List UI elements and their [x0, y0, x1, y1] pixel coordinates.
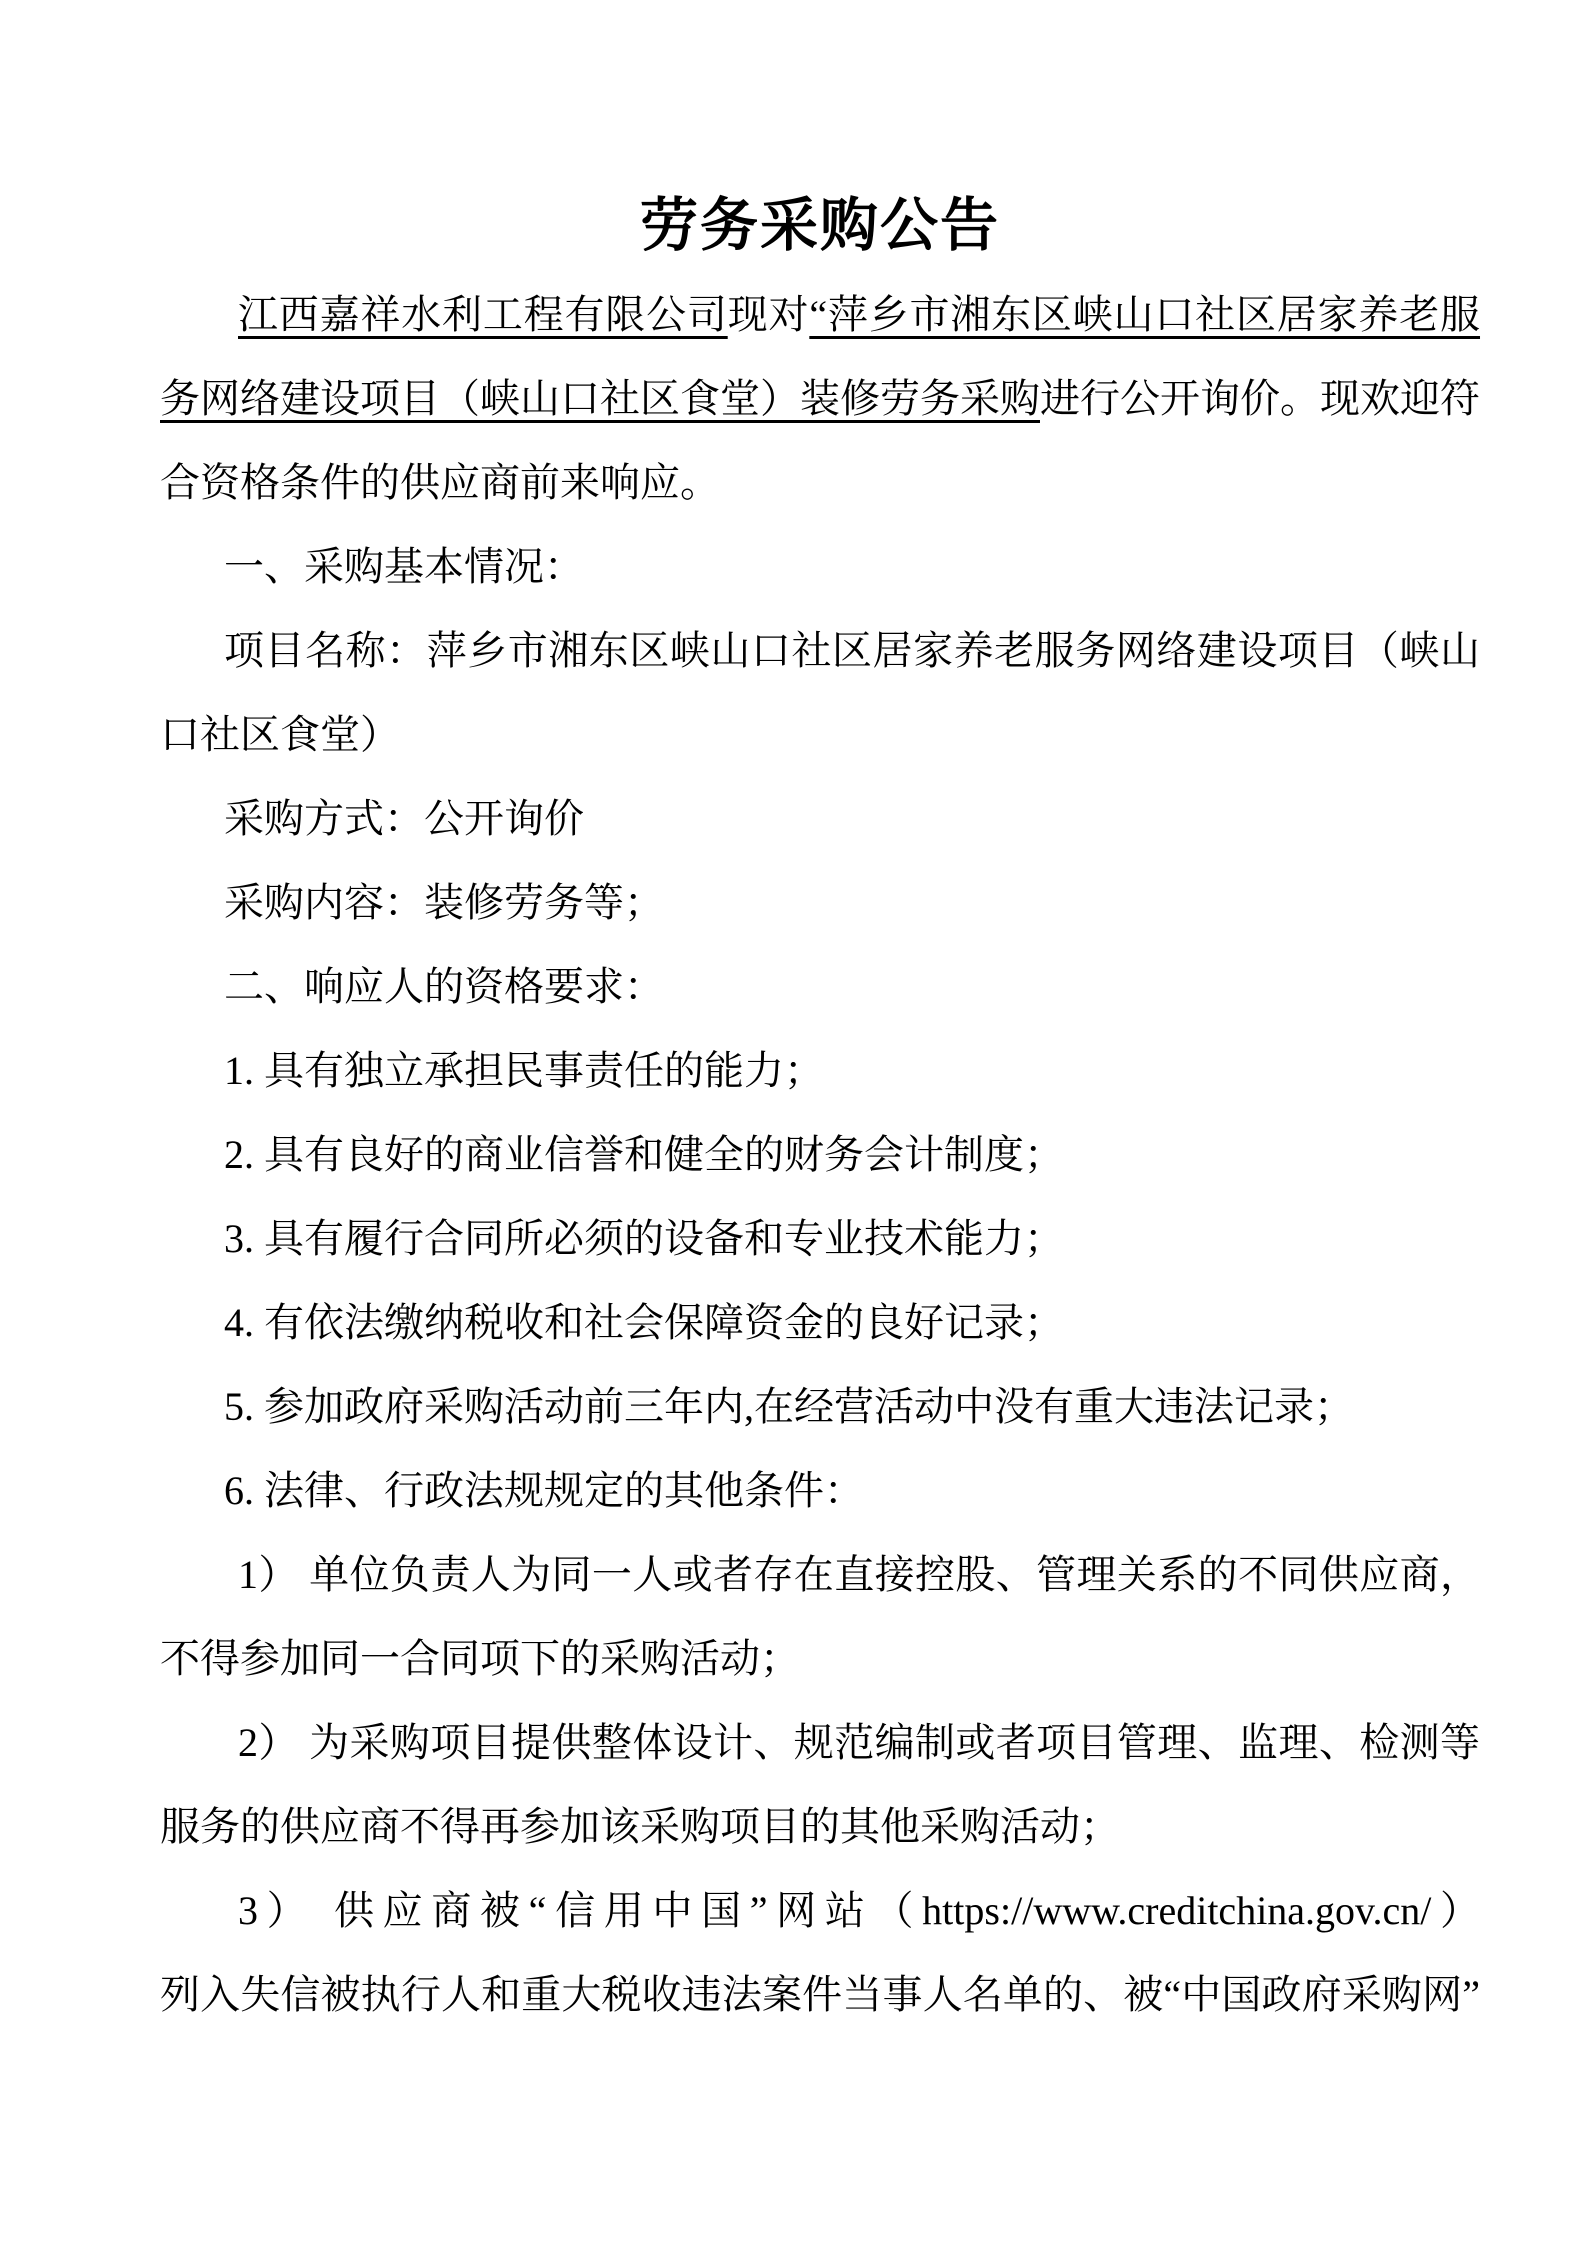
- requirement-5: 5. 参加政府采购活动前三年内,在经营活动中没有重大违法记录；: [224, 1384, 1354, 1429]
- requirement-1: 1. 具有独立承担民事责任的能力；: [224, 1048, 824, 1093]
- company-name-underlined: 江西嘉祥水利工程有限公司: [238, 292, 728, 337]
- procurement-method: 采购方式：公开询价: [224, 796, 584, 841]
- condition-1-line-2: 不得参加同一合同项下的采购活动；: [160, 1636, 800, 1681]
- condition-1-line-1: 1） 单位负责人为同一人或者存在直接控股、管理关系的不同供应商，: [238, 1552, 1480, 1597]
- intro-line-1: [160, 273, 1480, 357]
- condition-2-line-1: 2） 为采购项目提供整体设计、规范编制或者项目管理、监理、检测等: [238, 1720, 1480, 1765]
- requirement-4: 4. 有依法缴纳税收和社会保障资金的良好记录；: [224, 1300, 1064, 1345]
- condition-3-line-2: 列入失信被执行人和重大税收违法案件当事人名单的、被“中国政府采购网”: [160, 1972, 1480, 2017]
- requirement-6: 6. 法律、行政法规规定的其他条件：: [224, 1468, 864, 1513]
- intro-line-2: [160, 357, 1480, 441]
- project-title-underlined-cont: 务网络建设项目（峡山口社区食堂）装修劳务采购: [160, 376, 1040, 421]
- procurement-content: 采购内容：装修劳务等；: [224, 880, 664, 925]
- document-body: [160, 273, 1480, 2037]
- condition-2-line-2: 服务的供应商不得再参加该采购项目的其他采购活动；: [160, 1804, 1120, 1849]
- intro-line-3: 合资格条件的供应商前来响应。: [160, 460, 720, 505]
- page-title: 劳务采购公告: [639, 193, 1000, 258]
- requirement-2: 2. 具有良好的商业信誉和健全的财务会计制度；: [224, 1132, 1064, 1177]
- project-title-underlined: “萍乡市湘东区峡山口社区居家养老服: [809, 292, 1481, 337]
- section-2-heading: 二、响应人的资格要求：: [224, 964, 664, 1009]
- condition-3-line-1: 3） 供应商被“信用中国”网站（https://www.creditchina.gov.cn/）: [238, 1888, 1480, 1933]
- intro-text-cont: 进行公开询价。现欢迎符: [1040, 376, 1480, 421]
- intro-text: 现对: [727, 292, 810, 337]
- requirement-3: 3. 具有履行合同所必须的设备和专业技术能力；: [224, 1216, 1064, 1261]
- project-name-line-1: 项目名称：萍乡市湘东区峡山口社区居家养老服务网络建设项目（峡山: [224, 628, 1480, 673]
- section-1-heading: 一、采购基本情况：: [224, 544, 584, 589]
- project-name-line-2: 口社区食堂）: [160, 712, 400, 757]
